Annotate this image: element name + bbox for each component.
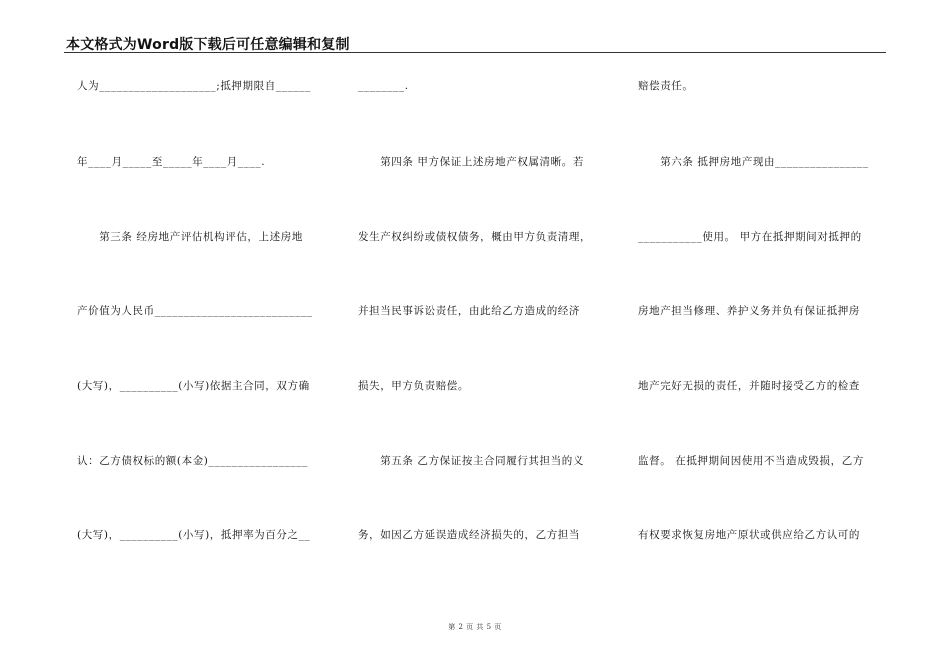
text-line: 发生产权纠纷或债权债务，概由甲方负责清理， [358,231,592,243]
text-line: 赔偿责任。 [638,80,694,92]
text-line: 第四条 甲方保证上述房地产权属清晰。若 [358,156,584,168]
text-line: 房地产担当修理、养护义务并负有保证抵押房 [638,305,860,317]
text-line: 第三条 经房地产评估机构评估，上述房地 [77,231,303,243]
text-line: 地产完好无损的责任，并随时接受乙方的检查 [638,380,860,392]
text-line: ___________使用。 甲方在抵押期间对抵押的 [638,231,862,243]
text-line: 损失，甲方负责赔偿。 [358,380,469,392]
text-line: ________. [358,80,409,92]
text-line: 年____月_____至_____年____月____. [77,156,266,168]
text-line: 人为____________________;抵押期限自______ [77,80,311,92]
text-line: 第六条 抵押房地产现由________________ [638,156,869,168]
text-line: 认：乙方债权标的额(本金)_________________ [77,455,308,467]
text-line: 并担当民事诉讼责任，由此给乙方造成的经济 [358,305,580,317]
text-line: 产价值为人民币___________________________ [77,305,313,317]
page-number-footer: 第 2 页 共 5 页 [448,623,502,631]
text-line: 有权要求恢复房地产原状或供应给乙方认可的 [638,529,860,541]
text-line: 务，如因乙方延误造成经济损失的，乙方担当 [358,529,580,541]
text-line: (大写)，__________(小写)，抵押率为百分之__ [77,529,311,541]
document-header-title: 本文格式为Word版下载后可任意编辑和复制 [66,37,350,53]
text-line: 监督。 在抵押期间因使用不当造成毁损，乙方 [638,455,864,467]
text-line: 第五条 乙方保证按主合同履行其担当的义 [358,455,584,467]
text-line: (大写)，__________(小写)依据主合同，双方确 [77,380,310,392]
header-divider [64,52,886,53]
